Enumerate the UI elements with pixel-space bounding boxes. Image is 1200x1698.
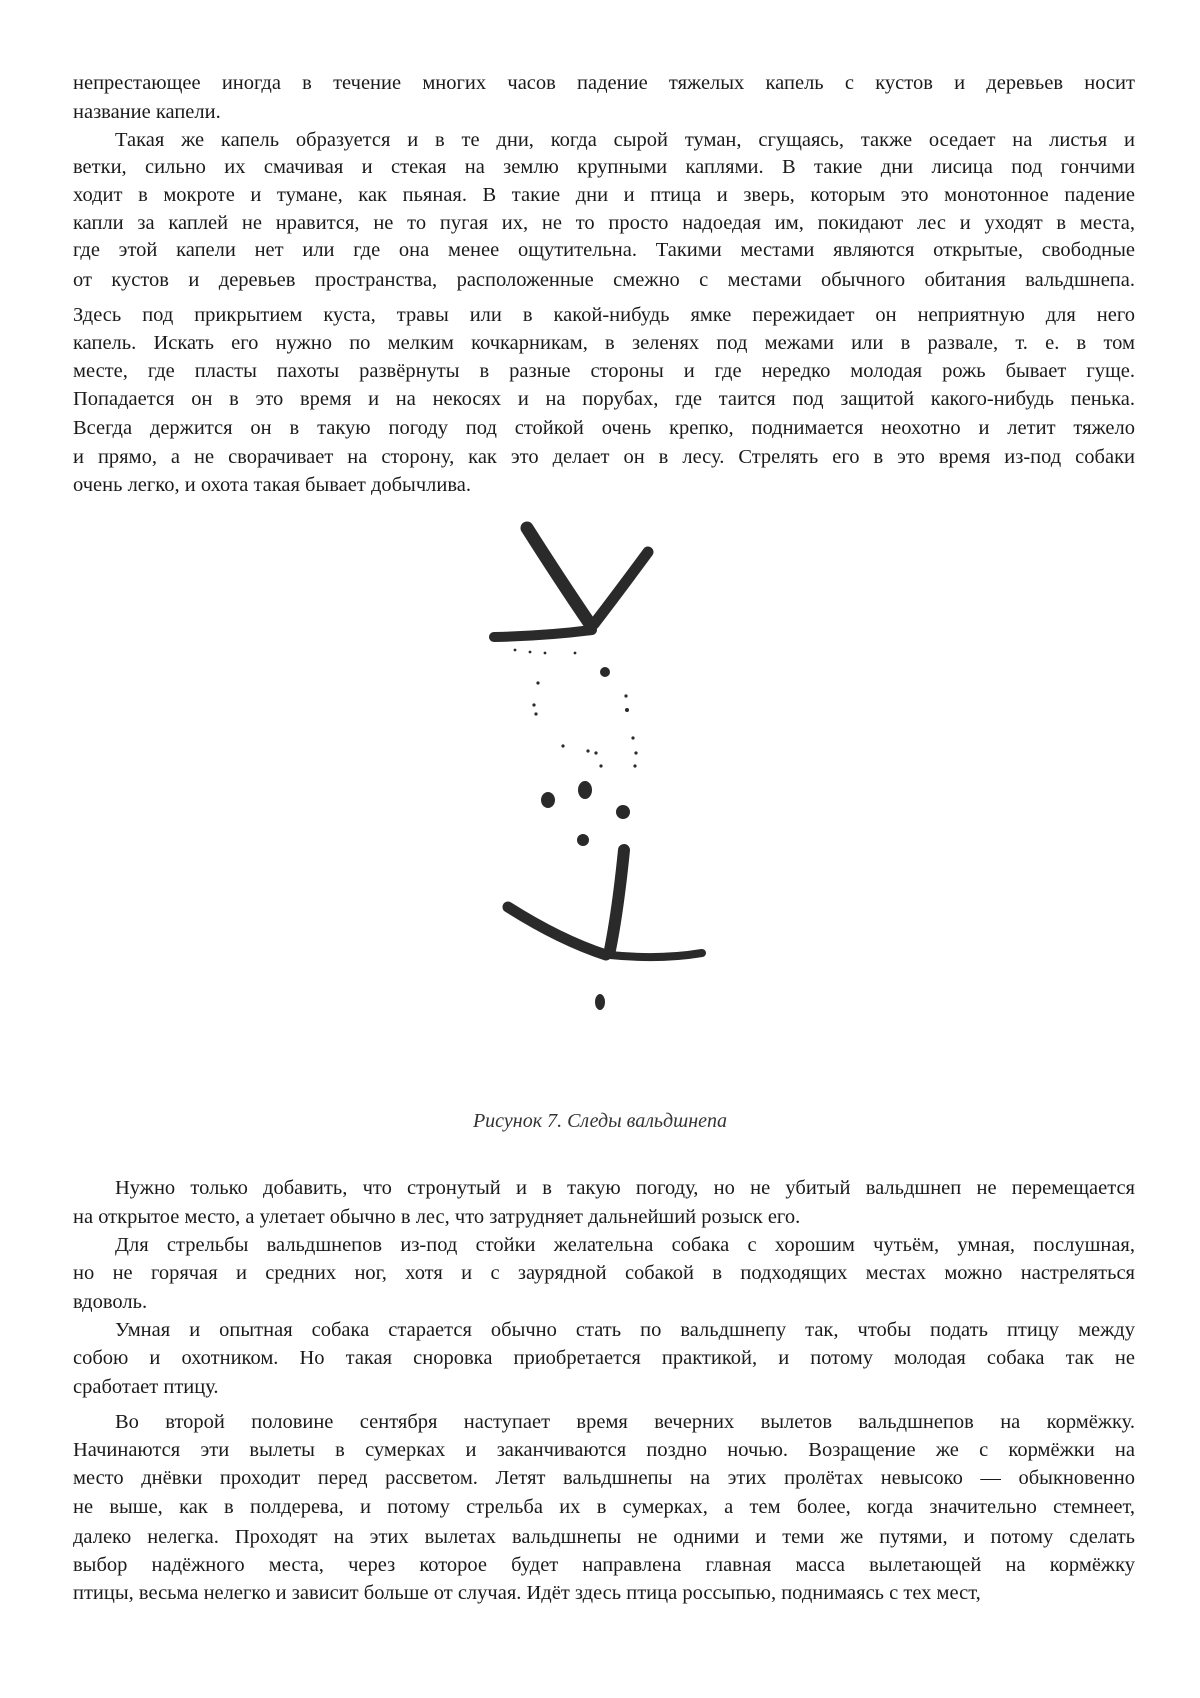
text-line: Начинаются эти вылеты в сумерках и заканчиваются поздно ночью. Возращение же с кормёжки на xyxy=(73,1436,1135,1464)
text-line: Во второй половине сентября наступает время вечерних вылетов вальдшнепов на кормёжку. xyxy=(73,1408,1135,1436)
text-line: где этой капели нет или где она менее ощутительна. Такими местами являются открытые, свободные xyxy=(73,236,1135,264)
text-line: выбор надёжного места, через которое будет направлена главная масса вылетающей на кормёжку xyxy=(73,1551,1135,1579)
text-line: очень легко, и охота такая бывает добычлива. xyxy=(73,471,1135,499)
text-line: и прямо, а не сворачивает на сторону, как это делает он в лесу. Стрелять его в это время из-под собаки xyxy=(73,443,1135,471)
text-line: Нужно только добавить, что стронутый и в такую погоду, но не убитый вальдшнеп не перемещается xyxy=(73,1174,1135,1202)
track-bottom-middle-toe xyxy=(610,850,624,950)
text-line: но не горячая и средних ног, хотя и с заурядной собакой в подходящих местах можно настреляться xyxy=(73,1259,1135,1287)
text-line: капли за каплей не нравится, не то пугая их, не то просто надоедая им, покидают лес и уходят в места, xyxy=(73,209,1135,237)
text-line: далеко нелегка. Проходят на этих вылетах вальдшнепы не одними и теми же путями, и потому сделать xyxy=(73,1523,1135,1551)
text-line: Умная и опытная собака старается обычно стать по вальдшнепу так, чтобы подать птицу между xyxy=(73,1316,1135,1344)
track-bottom-right-toe xyxy=(610,953,702,957)
track-top-left-toe xyxy=(527,528,590,624)
text-line: не выше, как в полдерева, и потому стрельба их в сумерках, а тем более, когда значительно стемнеет, xyxy=(73,1493,1135,1521)
text-line: Здесь под прикрытием куста, травы или в какой-нибудь ямке пережидает он неприятную для него xyxy=(73,301,1135,329)
text-line: Попадается он в это время и на некосях и на порубах, где таится под защитой какого-нибудь пенька. xyxy=(73,385,1135,413)
text-line: место днёвки проходит перед рассветом. Летят вальдшнепы на этих пролётах невысоко — обыкновенно xyxy=(73,1464,1135,1492)
text-line: Такая же капель образуется и в те дни, когда сырой туман, сгущаясь, также оседает на листья и xyxy=(73,126,1135,154)
text-line: Для стрельбы вальдшнепов из-под стойки желательна собака с хорошим чутьём, умная, послушная, xyxy=(73,1231,1135,1259)
track-bottom-left-toe xyxy=(508,907,606,955)
track-top-hind-toe xyxy=(494,630,592,637)
woodcock-tracks-figure xyxy=(0,0,1200,1698)
text-line: Всегда держится он в такую погоду под стойкой очень крепко, поднимается неохотно и летит тяжело xyxy=(73,414,1135,442)
text-line: ходит в мокроте и тумане, как пьяная. В такие дни и птица и зверь, которым это монотонное падение xyxy=(73,181,1135,209)
track-top-right-toe xyxy=(594,552,648,624)
text-line: вдоволь. xyxy=(73,1288,1135,1316)
text-line: ветки, сильно их смачивая и стекая на землю крупными каплями. В такие дни лисица под гончими xyxy=(73,153,1135,181)
document-page xyxy=(0,0,1200,1698)
text-line: птицы, весьма нелегко и зависит больше от случая. Идёт здесь птица россыпью, поднимаясь с тех мест, xyxy=(73,1579,1135,1607)
text-line: от кустов и деревьев пространства, расположенные смежно с местами обычного обитания вальдшнепа. xyxy=(73,266,1135,294)
figure-caption: Рисунок 7. Следы вальдшнепа xyxy=(0,1110,1200,1133)
text-line: собою и охотником. Но такая сноровка приобретается практикой, и потому молодая собака так не xyxy=(73,1344,1135,1372)
text-line: название капели. xyxy=(73,98,1135,126)
text-line: капель. Искать его нужно по мелким кочкарникам, в зеленях под межами или в развале, т. е. в том xyxy=(73,329,1135,357)
text-line: месте, где пласты пахоты развёрнуты в разные стороны и где нередко молодая рожь бывает гуще. xyxy=(73,357,1135,385)
text-line: сработает птицу. xyxy=(73,1373,1135,1401)
text-line: на открытое место, а улетает обычно в лес, что затрудняет дальнейший розыск его. xyxy=(73,1203,1135,1231)
text-line: непрестающее иногда в течение многих часов падение тяжелых капель с кустов и деревьев носит xyxy=(73,69,1135,97)
